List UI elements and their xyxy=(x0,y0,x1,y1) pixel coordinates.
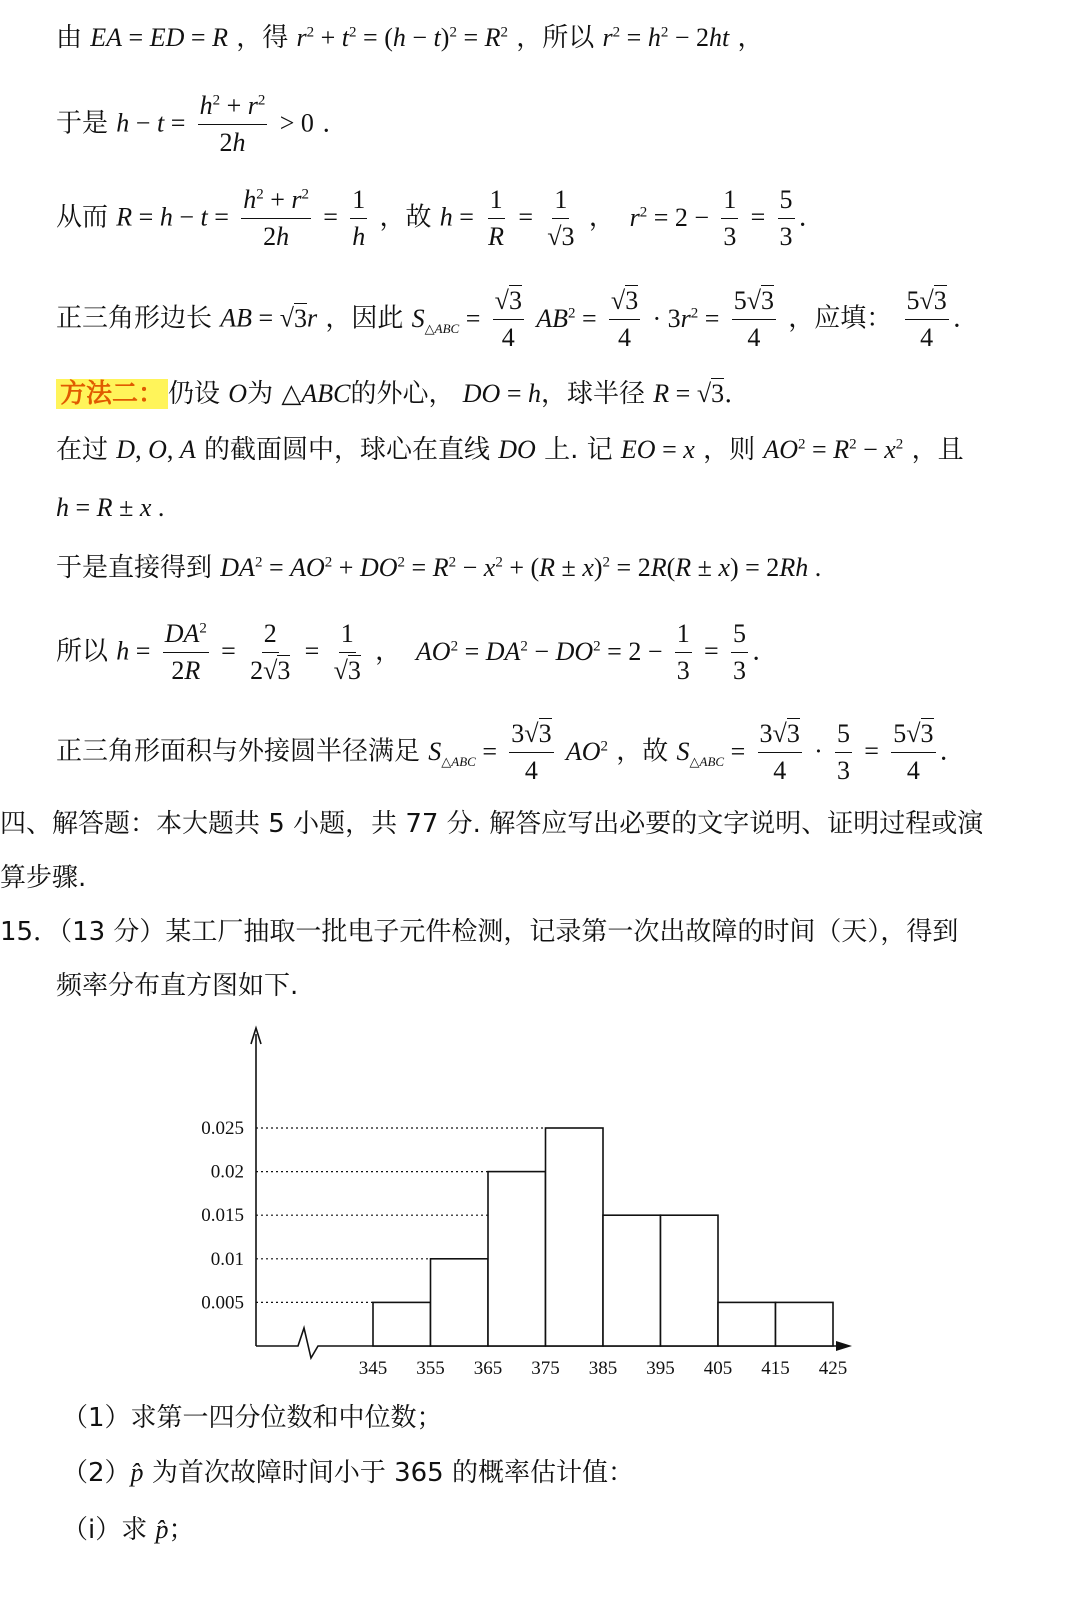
math-phat2: p̂ xyxy=(155,1515,169,1544)
frac-1-R: $\frac{1}{R}$ xyxy=(486,182,506,255)
histogram-bar xyxy=(603,1215,661,1346)
text-yingtian: ，应填： xyxy=(788,303,893,334)
y-tick-label: 0.02 xyxy=(210,1161,244,1183)
frac-answer: $\frac{5√3}{4}$ xyxy=(905,283,949,356)
text-qiubanjing: ，球半径 xyxy=(540,379,645,409)
text-de: ，得 xyxy=(236,23,289,53)
x-tick-label: 355 xyxy=(416,1358,445,1379)
text-comma: ， xyxy=(737,23,764,53)
histogram-bar xyxy=(488,1172,546,1346)
frac-5-3: $\frac{5}{3}$ xyxy=(778,182,795,255)
math-s-abc2: $S_{\triangle ABC}$ = xyxy=(428,736,498,769)
eq-line-2 xyxy=(56,88,330,161)
histogram-bar xyxy=(661,1215,719,1346)
frac-5sqrt3-4-b: $\frac{5√3}{4}$ xyxy=(891,716,935,789)
question-15-cont: 频率分布直方图如下. xyxy=(56,971,299,1001)
frac-5-3-b: $\frac{5}{3}$ xyxy=(731,616,748,689)
subq-2-num: （2） xyxy=(62,1458,131,1488)
x-tick-label: 385 xyxy=(588,1358,618,1379)
math-eq5: = xyxy=(304,636,320,666)
x-axis-arrow xyxy=(836,1341,852,1351)
subq-i xyxy=(62,1512,195,1548)
text-shangji: 上. 记 xyxy=(544,435,613,465)
frac-1-3: $\frac{1}{3}$ xyxy=(721,182,738,255)
method2-label: 方法二： xyxy=(56,379,168,409)
text-zhijie: 于是直接得到 xyxy=(56,553,213,583)
text-comma3: ， xyxy=(375,636,402,667)
subq-2 xyxy=(62,1455,634,1491)
math-phat: p̂ xyxy=(130,1458,144,1487)
math-r-ht: R = h − t = xyxy=(116,202,229,232)
frac-2-2sqrt3: $\frac{2}{2√3}$ xyxy=(248,616,292,689)
text-suoyi: ，所以 xyxy=(516,23,595,53)
math-da2: $DA^2 = AO^2 + DO^2 = R^2 - x^2 + (R \pm x)^2 = 2R(R \pm x) = 2Rh$ . xyxy=(220,553,822,582)
math-doa: D, O, A xyxy=(116,435,196,464)
histogram-chart xyxy=(180,1020,880,1400)
y-tick-label: 0.015 xyxy=(201,1205,244,1227)
frac-3sqrt3-4: $\frac{3√3}{4}$ xyxy=(509,716,553,789)
math-s-abc: $S_{\triangle ABC}$ = xyxy=(411,303,481,336)
y-tick-label: 0.01 xyxy=(210,1248,244,1270)
math-eq4: = xyxy=(221,636,236,666)
math-dot: · xyxy=(814,736,823,766)
eq-line-7 xyxy=(56,490,164,526)
frac-da2-2r: $\frac{DA^2}{2R}$ xyxy=(163,616,209,689)
histogram-bar xyxy=(373,1302,431,1346)
text-congr: 从而 xyxy=(56,202,109,233)
math-gt0: > 0 xyxy=(279,108,314,138)
text-yinci: ，因此 xyxy=(325,303,404,334)
section-heading-cont: 算步骤. xyxy=(0,863,87,893)
math-r-sqrt3: R = √3 xyxy=(653,379,725,408)
subq-1: （1）求第一四分位数和中位数； xyxy=(62,1403,443,1433)
math-do: DO xyxy=(498,435,536,464)
frac-1-sqrt3-b: $\frac{1}{√3}$ xyxy=(332,616,363,689)
math-ab: AB = √3r xyxy=(220,303,318,333)
frac-1-sqrt3: $\frac{1}{√3}$ xyxy=(545,182,576,255)
text-qie: ，且 xyxy=(911,435,964,465)
histogram-bar xyxy=(718,1302,776,1346)
subq-i-text: （i）求 xyxy=(62,1515,148,1545)
histogram-bar xyxy=(776,1302,834,1346)
frac-h2r2-2h: $\frac{h^2 + r^2}{2h}$ xyxy=(198,88,268,161)
frac-1-h: $\frac{1}{h}$ xyxy=(350,182,367,255)
math-ea-ed: EA = ED = R xyxy=(90,23,228,52)
x-tick-label: 425 xyxy=(818,1358,848,1379)
text-you: 由 xyxy=(56,23,83,53)
y-tick-label: 0.005 xyxy=(201,1292,244,1314)
math-h-eq: h = xyxy=(439,202,474,232)
text-mianji: 正三角形面积与外接圆半径满足 xyxy=(56,736,421,767)
eq-line-1 xyxy=(56,20,764,56)
text-ze: ，则 xyxy=(703,435,756,465)
x-tick-label: 405 xyxy=(703,1358,733,1379)
frac-sqrt3-4: $\frac{√3}{4}$ xyxy=(493,283,524,356)
frac-3sqrt3-4-b: $\frac{3√3}{4}$ xyxy=(758,716,802,789)
eq-line-4 xyxy=(56,283,961,356)
math-eo-x: EO = x xyxy=(620,435,695,464)
text-jiemian: 的截面圆中，球心在直线 xyxy=(204,435,491,465)
eq-line-3 xyxy=(56,182,807,255)
subq-i-end: ； xyxy=(168,1515,195,1545)
x-tick-label: 395 xyxy=(646,1358,675,1379)
text-gu2: ，故 xyxy=(616,736,669,767)
text-rengshe: 仍设 xyxy=(168,379,221,409)
frac-1-3-b: $\frac{1}{3}$ xyxy=(675,616,692,689)
section-heading: 四、解答题：本大题共 5 小题，共 77 分. 解答应写出必要的文字说明、证明过程或演 xyxy=(0,809,984,839)
text-bianchang: 正三角形边长 xyxy=(56,303,213,334)
text-period6: . xyxy=(939,736,948,767)
text-yushi: 于是 xyxy=(56,108,109,139)
frac-sqrt3-4-b: $\frac{√3}{4}$ xyxy=(609,283,640,356)
subq-2-text: 为首次故障时间小于 365 的概率估计值： xyxy=(151,1458,634,1488)
text-waixin: 的外心， xyxy=(350,379,455,409)
eq-line-9 xyxy=(56,616,760,689)
math-eq2: = xyxy=(518,202,533,232)
eq-line-10 xyxy=(56,716,948,789)
math-ab2: $AB^2$ = xyxy=(536,303,597,333)
math-ao2: $AO^2 = R^2 - x^2$ xyxy=(763,435,904,464)
math-h-r-x: h = R ± x . xyxy=(56,493,165,522)
text-gu: ，故 xyxy=(379,202,432,233)
text-suoyi2: 所以 xyxy=(56,636,109,667)
math-s-abc3: $S_{\triangle ABC}$ = xyxy=(676,736,746,769)
x-tick-label: 365 xyxy=(473,1358,503,1379)
frac-5sqrt3-4: $\frac{5√3}{4}$ xyxy=(732,283,776,356)
x-tick-label: 375 xyxy=(531,1358,560,1379)
x-tick-label: 345 xyxy=(358,1358,388,1379)
text-wei: 为 xyxy=(247,379,274,409)
math-ao2b: $AO^2$ xyxy=(565,736,608,766)
math-h-t: h − t = xyxy=(116,108,186,138)
text-period: . xyxy=(313,108,331,139)
math-r2-h2: $r^2 = h^2 - 2ht$ xyxy=(602,23,730,52)
method2-line xyxy=(56,376,732,412)
y-tick-label: 0.025 xyxy=(201,1118,244,1139)
math-o: O xyxy=(228,379,248,408)
math-tri-abc: △ABC xyxy=(281,379,351,408)
text-zaiguo: 在过 xyxy=(56,435,109,465)
histogram-bar xyxy=(546,1128,604,1346)
text-comma2: ， xyxy=(588,202,615,233)
eq-line-8 xyxy=(56,550,821,586)
frac-h2r2-2h-b: $\frac{h^2 + r^2}{2h}$ xyxy=(241,182,311,255)
text-period2: . xyxy=(798,202,807,233)
frac-5-3-c: $\frac{5}{3}$ xyxy=(835,716,852,789)
math-h-eq2: h = xyxy=(116,636,151,666)
question-15: 15．（13 分）某工厂抽取一批电子元件检测，记录第一次出故障的时间（天），得到 xyxy=(0,917,959,947)
math-eq6: = xyxy=(704,636,719,666)
math-ao2-da2: $AO^2 = DA^2 - DO^2 = 2$ − xyxy=(415,636,663,666)
text-period3: . xyxy=(952,303,962,334)
x-tick-label: 415 xyxy=(761,1358,790,1379)
math-3r2: · $3r^2$ = xyxy=(652,303,720,333)
math-eq: = xyxy=(323,202,338,232)
text-period5: . xyxy=(751,636,761,667)
math-eq3: = xyxy=(750,202,766,232)
eq-line-6 xyxy=(56,432,964,468)
histogram-bar xyxy=(431,1259,489,1346)
math-eq7: = xyxy=(864,736,879,766)
math-r2-t2: $r^2 + t^2 = (h - t)^2 = R^2$ xyxy=(296,23,508,52)
math-r2-2: $r^2 = 2$ − xyxy=(629,202,710,232)
text-period4: . xyxy=(724,379,733,409)
math-do-h: DO = h xyxy=(462,379,541,408)
